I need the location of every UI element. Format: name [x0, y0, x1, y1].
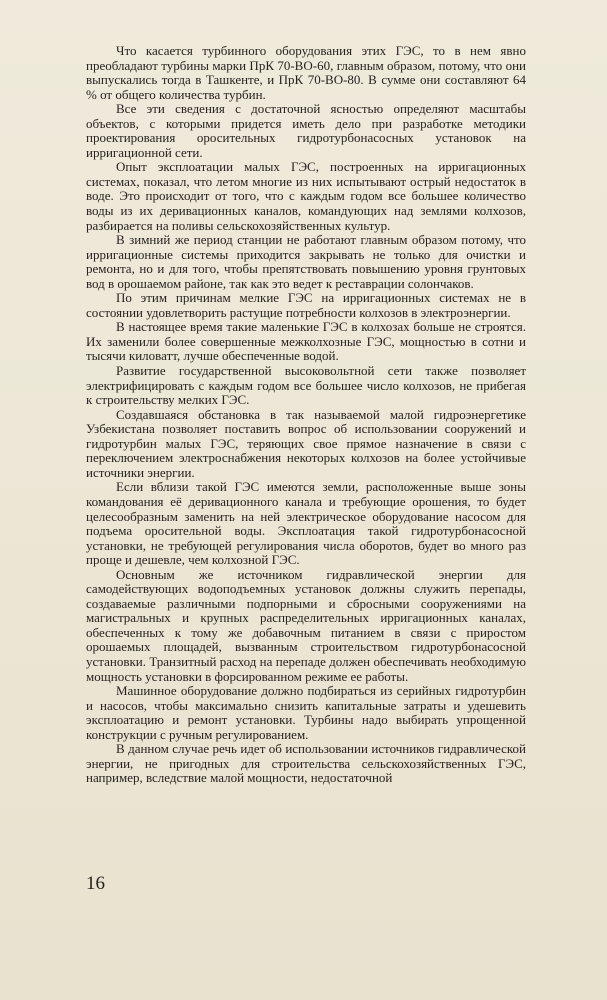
paragraph-1: Что касается турбинного оборудования этих ГЭС, то в нем явно преобладают турбины марки ПрК 70-ВО-60, главным образом, потому, что они выпускались тогда в Ташкенте, и ПрК 70-ВО-80. В сумме они составляют 64 % от общего количества турбин.: [86, 43, 526, 102]
paragraph-6: В настоящее время такие маленькие ГЭС в колхозах больше не строятся. Их заменили более совершенные межколхозные ГЭС, мощностью в сотни и тысячи киловатт, лучше обеспеченные водой.: [86, 319, 526, 364]
paragraph-3: Опыт эксплоатации малых ГЭС, построенных на ирригационных системах, показал, что летом многие из них испытывают острый недостаток в воде. Это происходит от того, что с каждым годом все большее количество воды из их деривационных каналов, командующих над землями колхозов, разбирается на поливы сельскохозяйственных культур.: [86, 159, 526, 233]
paragraph-12: В данном случае речь идет об использовании источников гидравлической энергии, не пригодных для строительства сельскохозяйственных ГЭС, например, вследствие малой мощности, недостаточной: [86, 741, 526, 786]
page-number: 16: [86, 873, 105, 894]
paragraph-5: По этим причинам мелкие ГЭС на ирригационных системах не в состоянии удовлетворить растущие потребности колхозов в электроэнергии.: [86, 290, 526, 320]
paragraph-9: Если вблизи такой ГЭС имеются земли, расположенные выше зоны командования её деривационного канала и требующие орошения, то будет целесообразным заменить на ней электрическое оборудование насосом для подъема оросительной воды. Эксплоатация такой гидротурбонасосной установки, не требующей регулирования числа оборотов, будет во много раз проще и дешевле, чем колхозной ГЭС.: [86, 479, 526, 568]
paragraph-11: Машинное оборудование должно подбираться из серийных гидротурбин и насосов, чтобы максимально снизить капитальные затраты и удешевить эксплоатацию и ремонт установки. Турбины надо выбирать упрощенной конструкции с ручным регулированием.: [86, 683, 526, 742]
paragraph-8: Создавшаяся обстановка в так называемой малой гидроэнергетике Узбекистана позволяет поставить вопрос об использовании сооружений и гидротурбин малых ГЭС, теряющих свое прямое назначение в связи с переключением электроснабжения некоторых колхозов на более устойчивые источники энергии.: [86, 406, 526, 480]
paragraph-2: Все эти сведения с достаточной ясностью определяют масштабы объектов, с которыми придется иметь дело при разработке методики проектирования оросительных гидротурбонасосных установок на ирригационной сети.: [86, 101, 526, 160]
paragraph-4: В зимний же период станции не работают главным образом потому, что ирригационные системы приходится закрывать не только для очистки и ремонта, но и для того, чтобы препятствовать повышению уровня грунтовых вод в орошаемом районе, так как это ведет к реставрации солончаков.: [86, 232, 526, 291]
body-text: [86, 44, 526, 786]
paragraph-10: Основным же источником гидравлической энергии для самодействующих водоподъемных установок должны служить перепады, создаваемые различными подпорными и сбросными сооружениями на магистральных и крупных распределительных ирригационных каналах, обеспеченных к тому же добавочным питанием в связи с приростом орошаемых площадей, вызванным строительством гидротурбонасосной установки. Транзитный расход на перепаде должен обеспечивать необходимую мощность установки в форсированном режиме ее работы.: [86, 566, 526, 684]
paragraph-7: Развитие государственной высоковольтной сети также позволяет электрифицировать с каждым годом все большее число колхозов, не прибегая к строительству мелких ГЭС.: [86, 363, 526, 408]
